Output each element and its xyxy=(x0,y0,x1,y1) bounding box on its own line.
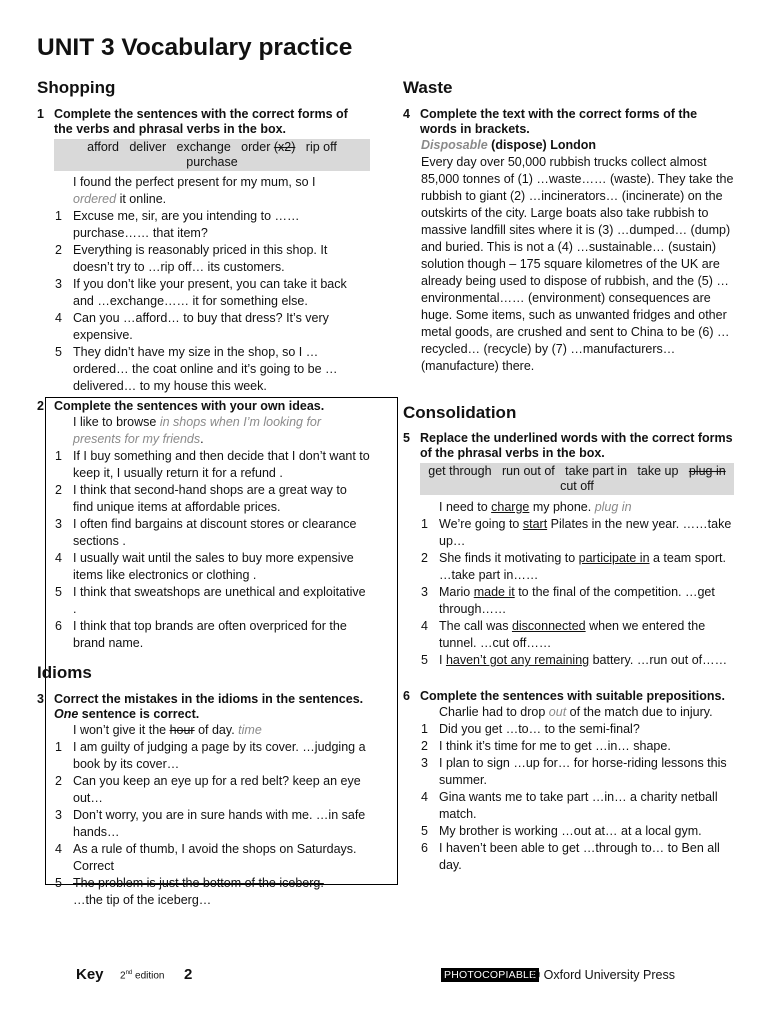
list-item: 5 They didn’t have my size in the shop, so I …ordered… the coat online and it’s going to be …delivered… to my house this week. xyxy=(55,345,338,393)
list-item: 5 The problem is just the bottom of the iceberg. …the tip of the iceberg… xyxy=(55,876,324,907)
exercise-5-instruction: 5 Replace the underlined words with the correct forms of the phrasal verbs in the box. xyxy=(403,431,733,460)
list-item: 6 I haven’t been able to get …through to… to Ben all day. xyxy=(421,841,720,872)
list-item: 4 The call was disconnected when we entered the tunnel. …cut off…… xyxy=(421,619,706,650)
list-item: 3 Don’t worry, you are in sure hands with me. …in safe hands… xyxy=(55,808,366,839)
exercise-3 xyxy=(37,692,370,909)
example-sentence: I found the perfect present for my mum, so I ordered it online. xyxy=(73,175,316,206)
list-item: 2 Can you keep an eye up for a red belt? keep an eye out… xyxy=(55,774,361,805)
exercise-6-instruction: 6 Complete the sentences with suitable prepositions. xyxy=(403,689,725,703)
exercise-3-instruction: 3 Correct the mistakes in the idioms in the sentences. One sentence is correct. xyxy=(37,692,364,721)
example-sentence: Charlie had to drop out of the match due to injury. xyxy=(439,705,713,719)
exercise-1-instruction: 1 Complete the sentences with the correct forms of the verbs and phrasal verbs in the box. xyxy=(37,107,348,136)
example-sentence: I like to browse in shops when I’m looking for presents for my friends. xyxy=(73,415,322,446)
list-item: 2 Everything is reasonably priced in this shop. It doesn’t try to …rip off… its customers. xyxy=(55,243,328,274)
list-item: 5 I haven’t got any remaining battery. …run out of…… xyxy=(421,653,728,667)
exercise-number: 1 xyxy=(37,107,44,121)
list-item: 2 I think it’s time for me to get …in… shape. xyxy=(421,739,671,753)
exercise-6 xyxy=(403,689,734,874)
section-heading-idioms: Idioms xyxy=(37,663,92,682)
photocopiable-badge: PHOTOCOPIABLE xyxy=(441,968,539,982)
exercise-4-instruction: 4 Complete the text with the correct forms of the words in brackets. xyxy=(403,107,698,136)
list-item: 3 I often find bargains at discount stores or clearance sections . xyxy=(55,517,357,548)
publisher-credit: © Oxford University Press xyxy=(531,968,675,982)
list-item: 1 I am guilty of judging a page by its cover. …judging a book by its cover… xyxy=(55,740,366,771)
example-sentence: I won’t give it the hour of day. time xyxy=(73,723,262,737)
footer-edition: 2nd edition xyxy=(120,970,165,982)
exercise-2 xyxy=(37,399,370,652)
list-item: 1 Excuse me, sir, are you intending to ……purchase…… that item? xyxy=(55,209,300,240)
list-item: 3 If you don’t like your present, you can take it back and …exchange…… it for something else. xyxy=(55,277,347,308)
word-box: get through run out of take part in take up plug in cut off xyxy=(420,463,734,495)
list-item: 4 As a rule of thumb, I avoid the shops on Saturdays. Correct xyxy=(55,842,357,873)
example-sentence: I need to charge my phone. plug in xyxy=(439,500,632,514)
list-item: 5 I think that sweatshops are unethical and exploitative . xyxy=(55,585,366,616)
page-title: UNIT 3 Vocabulary practice xyxy=(37,34,353,61)
footer-key-label: Key xyxy=(76,966,104,983)
exercise-4 xyxy=(403,107,734,375)
list-item: 3 I plan to sign …up for… for horse-riding lessons this summer. xyxy=(421,756,727,787)
section-heading-shopping: Shopping xyxy=(37,78,116,97)
list-item: 1 Did you get …to… to the semi-final? xyxy=(421,722,640,736)
word-box: afford deliver exchange order (x2) rip off purchase xyxy=(54,139,370,171)
list-item: 6 I think that top brands are often overpriced for the brand name. xyxy=(55,619,347,650)
page-number: 2 xyxy=(184,966,193,983)
list-item: 4 Can you …afford… to buy that dress? It’s very expensive. xyxy=(55,311,329,342)
exercise-1 xyxy=(37,107,370,395)
exercise-5 xyxy=(403,431,734,669)
list-item: 5 My brother is working …out at… at a local gym. xyxy=(421,824,702,838)
list-item: 4 Gina wants me to take part …in… a charity netball match. xyxy=(421,790,718,821)
section-heading-waste: Waste xyxy=(403,78,453,97)
list-item: 3 Mario made it to the final of the competition. …get through…… xyxy=(421,585,715,616)
section-heading-consolidation: Consolidation xyxy=(403,403,517,422)
list-item: 1 We’re going to start Pilates in the new year. ……take up… xyxy=(421,517,732,548)
list-item: 2 I think that second-hand shops are a great way to find unique items at affordable prices. xyxy=(55,483,347,514)
exercise-2-instruction: 2 Complete the sentences with your own ideas. xyxy=(37,399,325,413)
list-item: 1 If I buy something and then decide that I don’t want to keep it, I usually return it for a refund . xyxy=(55,449,370,480)
list-item: 2 She finds it motivating to participate in a team sport. …take part in…… xyxy=(421,551,726,582)
exercise-4-text: Disposable (dispose) London Every day over 50,000 rubbish trucks collect almost 85,000 tonnes of (1) …waste…… (waste). They take the rubbish to giant (2) …incinerators… (incinerate) on the outskirts of the city. Large boats also take rubbish to massive landfill sites where it is (3) …dumped… (dump) and buried. This is not a (4) …sustainable… (sustain) solution though – 175 square kilometres of the UK are already being used to dispose of rubbish, and the (5) …environmental…… (environment) consequences are huge. Some items, such as unwanted fridges and other metal goods, are crushed and sent to China to be (6) …recycled… (recycle) by (7) …manufacturers… (manufacture) there. xyxy=(421,138,734,373)
list-item: 4 I usually wait until the sales to buy more expensive items like electronics or clothing . xyxy=(55,551,354,582)
